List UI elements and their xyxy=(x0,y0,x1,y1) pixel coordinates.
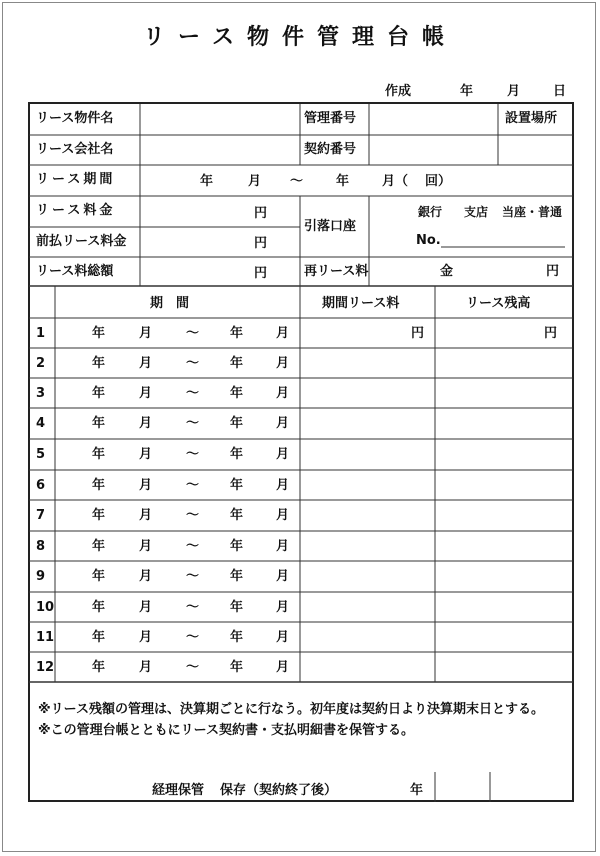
row-tilde: ～ xyxy=(186,386,200,401)
row-start-year: 年 xyxy=(92,447,106,462)
row-start-year: 年 xyxy=(92,508,106,523)
row-start-year: 年 xyxy=(92,416,106,431)
row-start-month: 月 xyxy=(139,600,153,615)
row-tilde: ～ xyxy=(186,508,200,523)
branch-label: 支店 xyxy=(464,205,489,219)
row-tilde: ～ xyxy=(186,539,200,554)
bank-account-label: 引落口座 xyxy=(304,219,357,234)
row-tilde: ～ xyxy=(186,416,200,431)
schedule-period-header: 期 間 xyxy=(150,296,190,311)
row-tilde: ～ xyxy=(186,356,200,371)
row-end-month: 月 xyxy=(276,539,290,554)
row-start-year: 年 xyxy=(92,326,106,341)
account-no-label: No. xyxy=(416,233,441,248)
row-end-year: 年 xyxy=(230,630,244,645)
row-start-year: 年 xyxy=(92,660,106,675)
row-end-year: 年 xyxy=(230,326,244,341)
row-end-month: 月 xyxy=(276,386,290,401)
row-start-month: 月 xyxy=(139,478,153,493)
total-fee-label: リース料総額 xyxy=(36,264,114,279)
row-number: 8 xyxy=(36,539,46,554)
row-end-month: 月 xyxy=(276,416,290,431)
row-end-month: 月 xyxy=(276,447,290,462)
row-end-month: 月 xyxy=(276,356,290,371)
location-label: 設置場所 xyxy=(505,111,558,126)
row-start-month: 月 xyxy=(139,356,153,371)
row-tilde: ～ xyxy=(186,478,200,493)
row-start-year: 年 xyxy=(92,569,106,584)
row-end-year: 年 xyxy=(230,447,244,462)
period-month-start: 月 xyxy=(248,174,262,189)
row-start-month: 月 xyxy=(139,508,153,523)
row-fee-yen: 円 xyxy=(411,326,425,341)
row-number: 4 xyxy=(36,416,46,431)
row-number: 2 xyxy=(36,356,46,371)
row-end-year: 年 xyxy=(230,600,244,615)
period-year-start: 年 xyxy=(200,174,214,189)
mgmt-no-label: 管理番号 xyxy=(304,111,357,126)
row-end-year: 年 xyxy=(230,416,244,431)
row-end-year: 年 xyxy=(230,508,244,523)
row-end-year: 年 xyxy=(230,660,244,675)
row-end-month: 月 xyxy=(276,630,290,645)
row-tilde: ～ xyxy=(186,326,200,341)
row-start-month: 月 xyxy=(139,326,153,341)
row-start-month: 月 xyxy=(139,660,153,675)
period-year-end: 年 xyxy=(336,174,350,189)
row-start-month: 月 xyxy=(139,539,153,554)
row-end-month: 月 xyxy=(276,326,290,341)
row-balance-yen: 円 xyxy=(544,326,558,341)
row-end-month: 月 xyxy=(276,569,290,584)
row-tilde: ～ xyxy=(186,569,200,584)
row-number: 11 xyxy=(36,630,55,645)
row-end-year: 年 xyxy=(230,386,244,401)
row-end-month: 月 xyxy=(276,660,290,675)
lease-fee-label: リース料金 xyxy=(36,203,116,218)
row-number: 9 xyxy=(36,569,46,584)
row-end-year: 年 xyxy=(230,539,244,554)
row-end-month: 月 xyxy=(276,478,290,493)
release-fee-yen: 円 xyxy=(546,264,560,279)
row-number: 7 xyxy=(36,508,46,523)
account-type-label: 当座・普通 xyxy=(502,205,563,219)
footer-year: 年 xyxy=(410,783,424,798)
row-number: 10 xyxy=(36,600,55,615)
prepaid-fee-yen: 円 xyxy=(254,236,268,251)
item-name-label: リース物件名 xyxy=(36,111,114,126)
row-number: 3 xyxy=(36,386,46,401)
row-tilde: ～ xyxy=(186,630,200,645)
row-end-month: 月 xyxy=(276,508,290,523)
row-start-month: 月 xyxy=(139,569,153,584)
note-2: ※この管理台帳とともにリース契約書・支払明細書を保管する。 xyxy=(38,723,414,738)
row-tilde: ～ xyxy=(186,660,200,675)
release-fee-label: 再リース料 xyxy=(304,264,369,279)
period-times: 回） xyxy=(425,174,452,189)
schedule-fee-header: 期間リース料 xyxy=(322,296,400,311)
row-start-year: 年 xyxy=(92,478,106,493)
row-start-month: 月 xyxy=(139,386,153,401)
row-end-month: 月 xyxy=(276,600,290,615)
row-start-year: 年 xyxy=(92,386,106,401)
bank-label: 銀行 xyxy=(418,205,443,219)
row-number: 5 xyxy=(36,447,46,462)
row-start-month: 月 xyxy=(139,630,153,645)
period-month-end: 月（ xyxy=(382,174,409,189)
schedule-balance-header: リース残高 xyxy=(466,296,531,311)
lease-company-label: リース会社名 xyxy=(36,142,114,157)
created-year-label: 年 xyxy=(460,84,474,99)
row-start-year: 年 xyxy=(92,600,106,615)
contract-no-label: 契約番号 xyxy=(304,142,357,157)
row-start-year: 年 xyxy=(92,630,106,645)
row-end-year: 年 xyxy=(230,569,244,584)
footer-retention: 保存（契約終了後） xyxy=(220,783,338,798)
row-start-year: 年 xyxy=(92,356,106,371)
row-number: 12 xyxy=(36,660,55,675)
period-tilde: ～ xyxy=(290,174,304,189)
created-day-label: 日 xyxy=(553,84,567,99)
created-month-label: 月 xyxy=(507,84,521,99)
row-number: 1 xyxy=(36,326,46,341)
prepaid-fee-label: 前払リース料金 xyxy=(36,234,127,249)
row-tilde: ～ xyxy=(186,447,200,462)
footer-keeper: 経理保管 xyxy=(152,783,205,798)
release-kin-label: 金 xyxy=(440,264,454,279)
row-start-year: 年 xyxy=(92,539,106,554)
row-end-year: 年 xyxy=(230,356,244,371)
lease-fee-yen: 円 xyxy=(254,206,268,221)
created-label: 作成 xyxy=(385,84,412,99)
row-start-month: 月 xyxy=(139,416,153,431)
row-start-month: 月 xyxy=(139,447,153,462)
lease-period-label: リース期間 xyxy=(36,172,116,187)
row-end-year: 年 xyxy=(230,478,244,493)
note-1: ※リース残額の管理は、決算期ごとに行なう。初年度は契約日より決算期末日とする。 xyxy=(38,702,544,717)
row-tilde: ～ xyxy=(186,600,200,615)
total-fee-yen: 円 xyxy=(254,266,268,281)
row-number: 6 xyxy=(36,478,46,493)
page-title: リース物件管理台帳 xyxy=(143,25,457,50)
